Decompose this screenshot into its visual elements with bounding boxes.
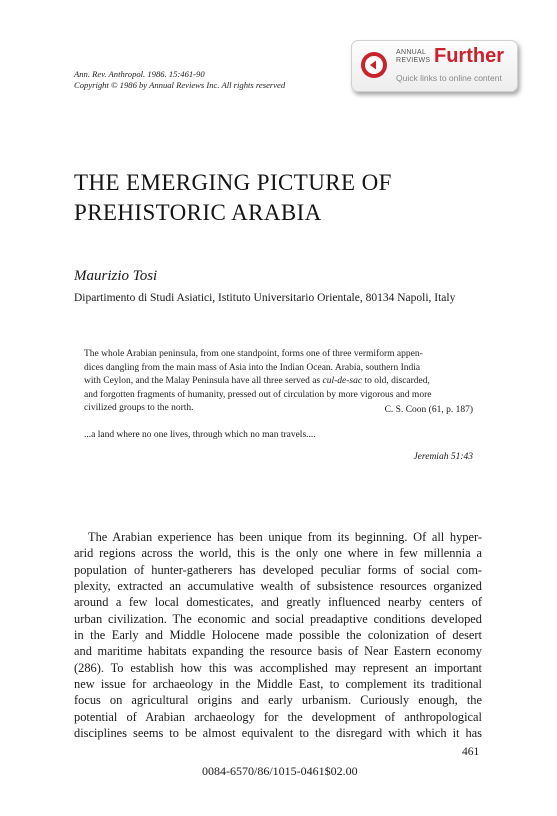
epigraph-line: The whole Arabian peninsula, from one standpoint, forms one of three vermiform appen- (84, 349, 423, 359)
annual-reviews-further-badge[interactable] (351, 40, 518, 92)
badge-publisher-label (396, 49, 430, 65)
body-line: focus on agricultural origins and early urbanism. Curiously enough, the (74, 693, 482, 708)
body-line: (286). To establish how this was accomplished may represent an important (74, 660, 482, 675)
back-arrow-icon (361, 52, 387, 78)
epigraph-jeremiah-attribution: Jeremiah 51:43 (413, 452, 473, 462)
epigraph-line: civilized groups to the north. (84, 403, 194, 413)
body-line: disciplines seems to be almost equivalent to the disregard with which it has (74, 726, 482, 741)
price-code: 0084-6570/86/1015-0461$02.00 (202, 764, 358, 778)
author-affiliation: Dipartimento di Studi Asiatici, Istituto Universitario Orientale, 80134 Napoli, Italy (74, 292, 456, 304)
epigraph-coon-attribution: C. S. Coon (61, p. 187) (384, 405, 473, 415)
body-line: arid regions across the world, this is the only one where in few millennia a (74, 546, 482, 561)
epigraph-jeremiah: ...a land where no one lives, through which no man travels.... (84, 430, 316, 440)
title-line-2: PREHISTORIC ARABIA (74, 200, 322, 225)
citation-line-1: Ann. Rev. Anthropol. 1986. 15:461-90 (74, 69, 205, 79)
body-line: population of hunter-gatherers has developed peculiar forms of social com- (74, 562, 482, 577)
epigraph-line-text: to old, discarded, (362, 376, 430, 386)
article-title (74, 168, 392, 228)
epigraph-line-text: with Ceylon, and the Malay Peninsula have all three served as (84, 376, 323, 386)
body-line: in the Early and Middle Holocene made possible the colonization of desert (74, 628, 482, 643)
epigraph-line: and forgotten fragments of humanity, pressed out of circulation by more vigorous and more (84, 389, 432, 400)
citation-line-2: Copyright © 1986 by Annual Reviews Inc. All rights reserved (74, 80, 286, 90)
badge-further-text: Further (434, 45, 504, 67)
journal-citation (74, 69, 285, 91)
badge-annual-text: ANNUAL (396, 49, 427, 56)
epigraph-emphasis: cul-de-sac (322, 376, 363, 386)
body-line: plexity, extracted an accumulative wealth of subsistence resources organized (74, 579, 482, 594)
page-number: 461 (462, 746, 480, 758)
badge-subtitle: Quick links to online content (396, 73, 502, 83)
epigraph-line (84, 375, 474, 389)
epigraph-line: dices dangling from the main mass of Asia into the Indian Ocean. Arabia, southern India (84, 362, 421, 373)
body-line: urban civilization. The economic and social preadaptive conditions developed (74, 611, 482, 626)
body-line: and maritime habitats expanding the resource basis of Near Eastern economy (74, 644, 482, 659)
body-line: new issue for archaeology in the Middle East, to complement its traditional (74, 677, 482, 692)
badge-reviews-text: REVIEWS (396, 57, 431, 64)
body-paragraph (74, 529, 482, 741)
body-line: The Arabian experience has been unique from its beginning. Of all hyper- (88, 530, 482, 544)
author-name: Maurizio Tosi (74, 268, 158, 284)
body-line: potential of Arabian archaeology for the development of anthropological (74, 709, 482, 724)
body-line: around a few local domesticates, and greatly influenced nearby centers of (74, 595, 482, 610)
title-line-1: THE EMERGING PICTURE OF (74, 170, 392, 195)
